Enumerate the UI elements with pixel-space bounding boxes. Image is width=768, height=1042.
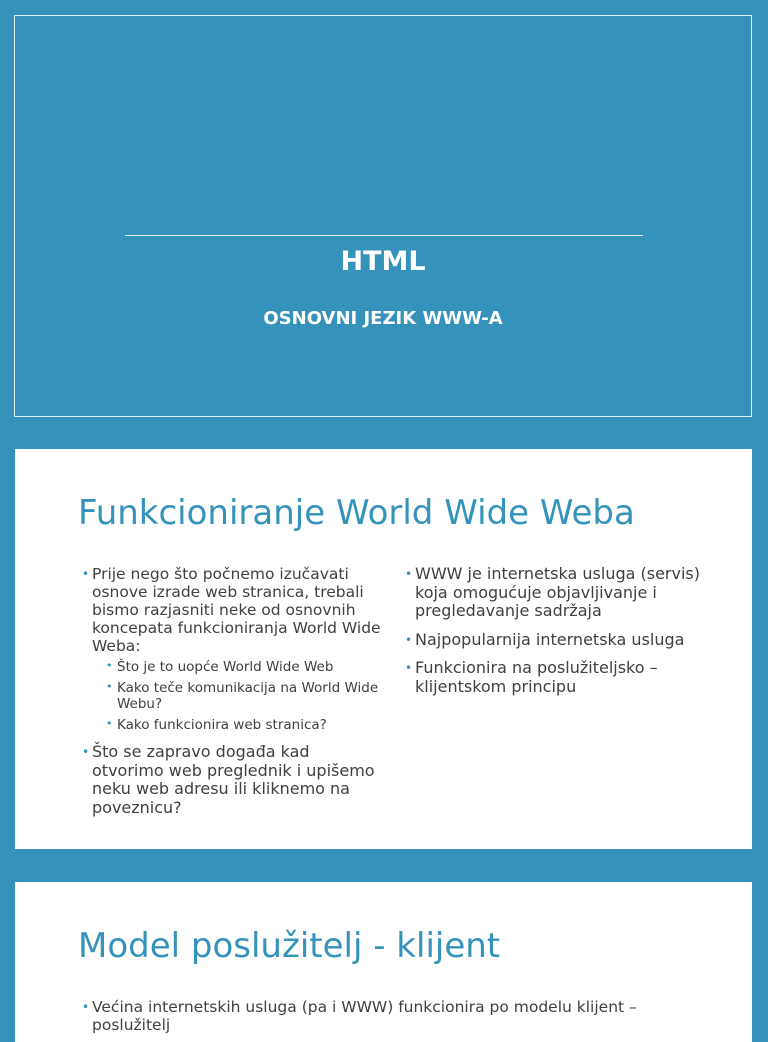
- slide-funkcioniranje: [15, 449, 752, 849]
- slide-subtitle: OSNOVNI JEZIK WWW-A: [263, 308, 503, 329]
- list-item: • Najpopularnija internetska usluga: [405, 631, 705, 650]
- sub-list-item: • Kako teče komunikacija na World Wide Webu?: [106, 680, 382, 713]
- sub-list-item: • Kako funkcionira web stranica?: [106, 717, 382, 734]
- list-item: • Većina internetskih usluga (pa i WWW) funkcionira po modelu klijent – poslužitelj: [82, 998, 652, 1034]
- sub-bullet-list: [92, 659, 382, 733]
- title-divider: [125, 235, 643, 236]
- title-slide: [14, 15, 752, 417]
- bullet-text: Prije nego što počnemo izučavati osnove izrade web stranica, trebali bismo razjasniti neke od osnovnih koncepata funkcioniranja World Wide Weba:: [92, 565, 381, 655]
- list-item: • Funkcionira na poslužiteljsko – klijentskom principu: [405, 659, 705, 696]
- sub-list-item: • Što je to uopće World Wide Web: [106, 659, 382, 676]
- list-item: • Što se zapravo događa kad otvorimo web preglednik i upišemo neku web adresu ili kliknemo na poveznicu?: [82, 743, 382, 817]
- slide-title: HTML: [340, 246, 426, 277]
- slide-heading: Model poslužitelj - klijent: [78, 926, 501, 966]
- slide-model: [15, 882, 752, 1042]
- left-bullet-list: [82, 565, 382, 827]
- list-item: [82, 565, 382, 733]
- bullet-list: [82, 998, 652, 1034]
- right-bullet-list: [405, 565, 705, 706]
- slide-heading: Funkcioniranje World Wide Weba: [78, 493, 635, 533]
- list-item: • WWW je internetska usluga (servis) koja omogućuje objavljivanje i pregledavanje sadržaja: [405, 565, 705, 621]
